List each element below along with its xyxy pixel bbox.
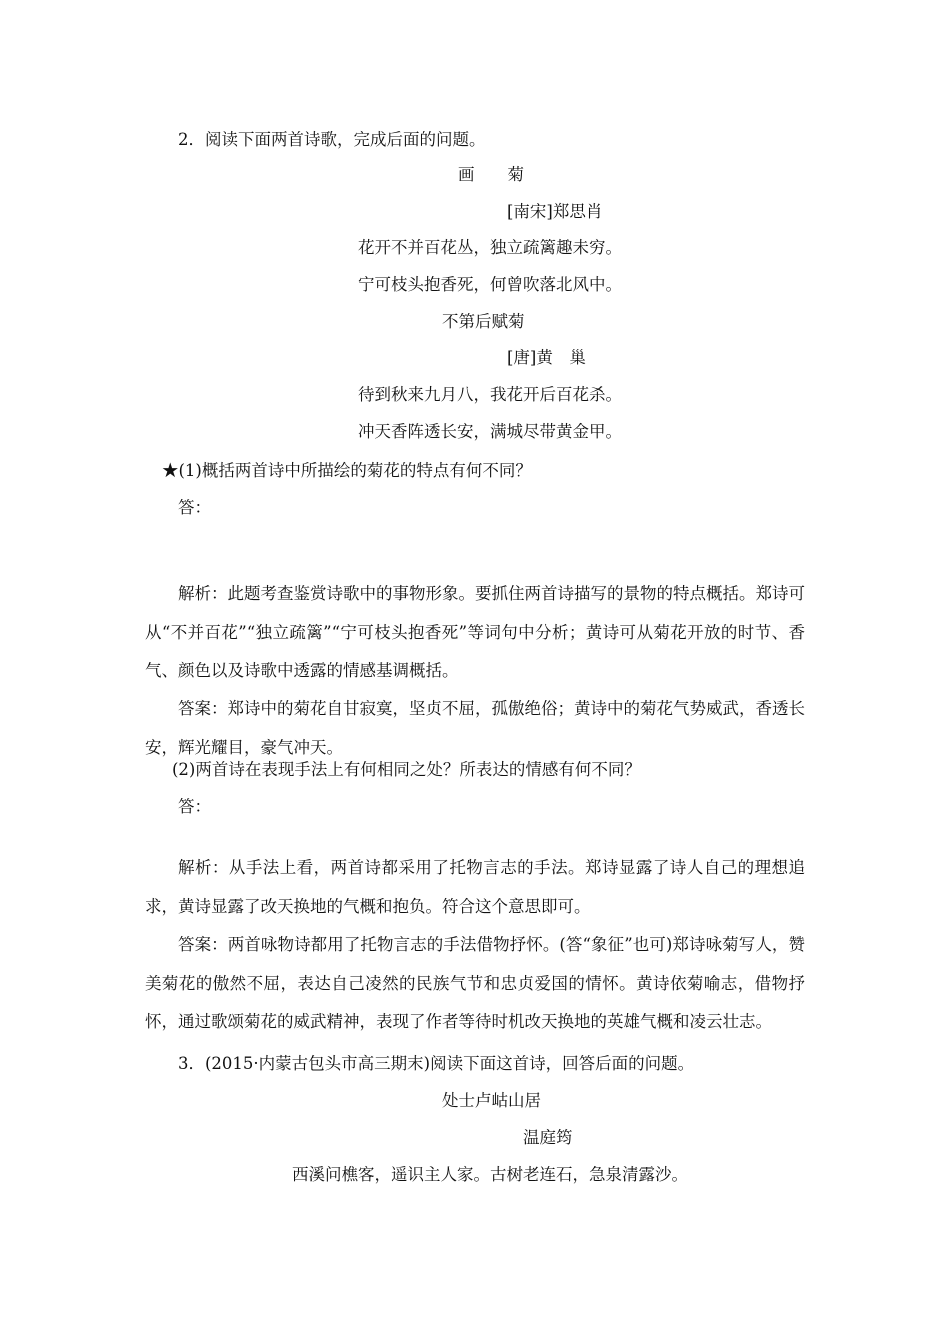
poem-2-author: [唐]黄 巢: [507, 348, 586, 367]
answer-label-2: 答：: [178, 797, 211, 816]
poem-2-title: 不第后赋菊: [442, 312, 525, 331]
sub-question-1: ★(1)概括两首诗中所描绘的菊花的特点有何不同？: [162, 461, 532, 480]
sub-question-2: (2)两首诗在表现手法上有何相同之处？所表达的情感有何不同？: [172, 760, 641, 779]
poem-1-line-1: 花开不并百花丛，独立疏篱趣未穷。: [358, 238, 622, 257]
poem-3-title: 处士卢岵山居: [442, 1091, 541, 1110]
poem-2-line-1: 待到秋来九月八，我花开后百花杀。: [358, 385, 622, 404]
answer-label-1: 答：: [178, 498, 211, 517]
poem-3-author: 温庭筠: [523, 1128, 573, 1147]
poem-1-line-2: 宁可枝头抱香死，何曾吹落北风中。: [358, 275, 622, 294]
analysis-2: 解析：从手法上看，两首诗都采用了托物言志的手法。郑诗显露了诗人自己的理想追求，黄诗显露了改天换地的气概和抱负。符合这个意思即可。: [145, 858, 805, 916]
question-3-prompt: 3．(2015·内蒙古包头市高三期末)阅读下面这首诗，回答后面的问题。: [178, 1054, 695, 1073]
answer-1: 答案：郑诗中的菊花自甘寂寞，坚贞不屈，孤傲绝俗；黄诗中的菊花气势威武，香透长安，辉光耀目，豪气冲天。: [145, 699, 805, 757]
poem-1-author: [南宋]郑思肖: [507, 202, 603, 221]
analysis-1: 解析：此题考查鉴赏诗歌中的事物形象。要抓住两首诗描写的景物的特点概括。郑诗可从“不并百花”“独立疏篱”“宁可枝头抱香死”等词句中分析；黄诗可从菊花开放的时节、香气、颜色以及诗歌中透露的情感基调概括。: [145, 584, 805, 680]
question-2-prompt: 2．阅读下面两首诗歌，完成后面的问题。: [178, 130, 486, 149]
poem-2-line-2: 冲天香阵透长安，满城尽带黄金甲。: [358, 422, 622, 441]
poem-1-title: 画 菊: [458, 165, 524, 184]
answer-2: 答案：两首咏物诗都用了托物言志的手法借物抒怀。(答“象征”也可)郑诗咏菊写人，赞美菊花的傲然不屈，表达自己凌然的民族气节和忠贞爱国的情怀。黄诗依菊喻志，借物抒怀，通过歌颂菊花的威武精神，表现了作者等待时机改天换地的英雄气概和凌云壮志。: [145, 935, 805, 1031]
poem-3-line-1: 西溪问樵客，遥识主人家。古树老连石，急泉清露沙。: [292, 1165, 688, 1184]
